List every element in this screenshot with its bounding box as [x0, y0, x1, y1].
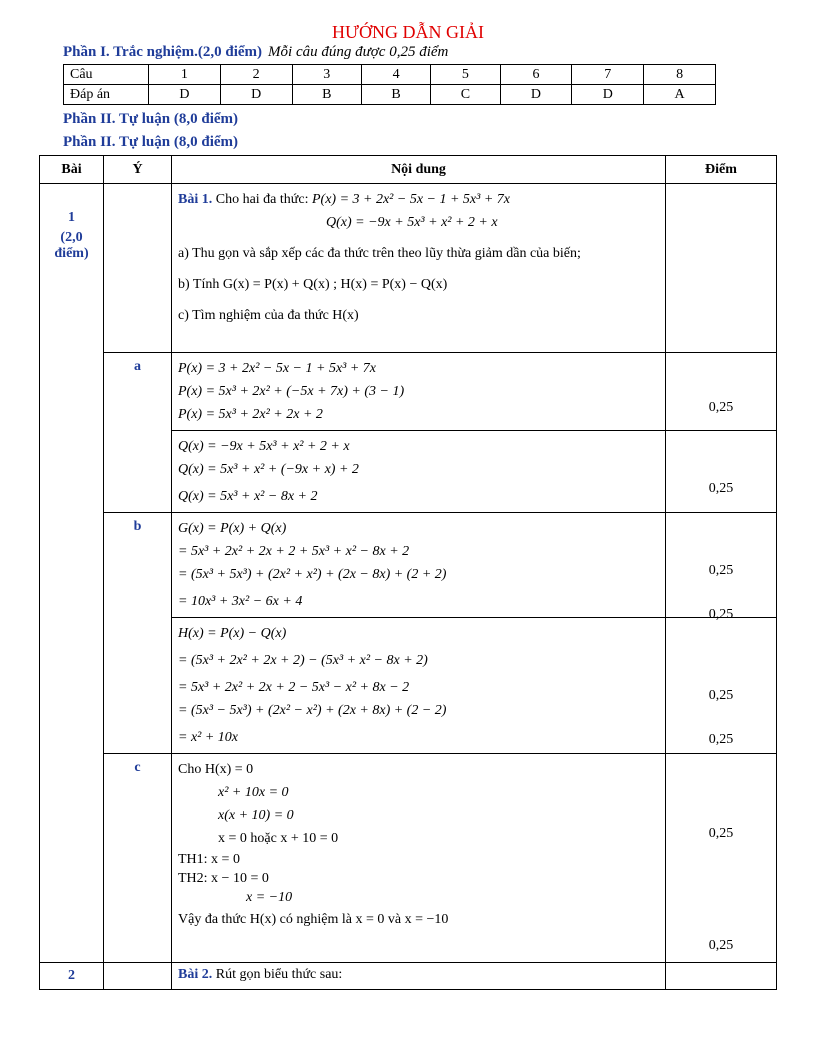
math-line: TH2: x − 10 = 0: [178, 871, 269, 886]
polynomial-p: P(x) = 3 + 2x² − 5x − 1 + 5x³ + 7x: [311, 192, 511, 207]
math-line: Q(x) = 5x³ + x² − 8x + 2: [178, 489, 318, 504]
bai1-points: (2,0: [60, 230, 83, 245]
math-line: P(x) = 3 + 2x² − 5x − 1 + 5x³ + 7x: [178, 361, 377, 376]
header-row: [40, 156, 777, 184]
question-number: 1: [149, 65, 221, 85]
math-line: = 5x³ + 2x² + 2x + 2 − 5x³ − x² + 8x − 2: [178, 680, 410, 695]
bai2-number: 2: [40, 963, 104, 990]
answer-row: [64, 85, 716, 105]
math-line: x = −10: [246, 890, 293, 905]
question-number: 7: [572, 65, 644, 85]
bai1-intro-score: [666, 184, 777, 353]
header-diem: Điểm: [666, 156, 777, 184]
question-number: 3: [292, 65, 361, 85]
math-line: = (5x³ + 2x² + 2x + 2) − (5x³ + x² − 8x + 2): [178, 653, 428, 668]
answer-value: A: [644, 85, 716, 105]
answer-value: C: [431, 85, 500, 105]
part1-heading: [63, 44, 448, 61]
math-line: = 10x³ + 3x² − 6x + 4: [178, 594, 303, 609]
part-b-g-content: [172, 513, 666, 618]
math-line: Q(x) = 5x³ + x² + (−9x + x) + 2: [178, 462, 359, 477]
conclusion-line: Vậy đa thức H(x) có nghiệm là x = 0 và x = −10: [178, 912, 449, 927]
answer-value: B: [361, 85, 430, 105]
answer-value: D: [220, 85, 292, 105]
polynomial-q: Q(x) = −9x + 5x³ + x² + 2 + x: [326, 215, 498, 230]
part-b-g-score-cell: [666, 513, 777, 622]
question-row-label: Câu: [64, 65, 149, 85]
part-a-p-content: [172, 353, 666, 431]
answer-row-label: Đáp án: [64, 85, 149, 105]
question-number: 6: [500, 65, 572, 85]
math-line: Q(x) = −9x + 5x³ + x² + 2 + x: [178, 439, 350, 454]
part-b-h-score-cell: [666, 618, 777, 754]
bai2-text: Rút gọn biểu thức sau:: [215, 967, 343, 982]
math-line: x = 0 hoặc x + 10 = 0: [218, 831, 339, 846]
bai1-label: Bài 1.: [178, 192, 213, 207]
bai1-number: 1: [68, 210, 75, 225]
part-b-h-content: [172, 618, 666, 754]
question-a: a) Thu gọn và sắp xếp các đa thức trên theo lũy thừa giảm dần của biến;: [178, 246, 581, 261]
part2-heading: Phần II. Tự luận (8,0 điểm): [63, 111, 239, 127]
bai2-row: [40, 963, 777, 990]
question-number: 8: [644, 65, 716, 85]
bai2-label: Bài 2.: [178, 967, 213, 982]
math-line: G(x) = P(x) + Q(x): [178, 521, 287, 536]
part-a-q-content: [172, 431, 666, 513]
bai2-content: [172, 963, 666, 990]
question-b: b) Tính G(x) = P(x) + Q(x) ; H(x) = P(x) − Q(x): [178, 277, 448, 292]
answer-value: D: [500, 85, 572, 105]
header-bai: Bài: [40, 156, 104, 184]
part-c-score-cell: [666, 754, 777, 963]
page-title: HƯỚNG DẪN GIẢI: [332, 22, 484, 42]
part-b-g-row: [40, 513, 777, 618]
score-value: 0,25: [708, 481, 734, 496]
score-value: 0,25: [708, 826, 734, 841]
answer-value: B: [292, 85, 361, 105]
question-number: 4: [361, 65, 430, 85]
part1-title: Phần I. Trắc nghiệm.(2,0 điểm): [63, 44, 263, 60]
bai2-score: [666, 963, 777, 990]
score-value: 0,25: [708, 563, 734, 578]
part-a-label: a: [104, 353, 172, 513]
header-noi-dung: Nội dung: [172, 156, 666, 184]
solution-table: [39, 155, 777, 990]
bai1-cell: [40, 184, 104, 963]
question-number: 2: [220, 65, 292, 85]
bai1-intro-y: [104, 184, 172, 353]
math-line: H(x) = P(x) − Q(x): [178, 626, 287, 641]
header-y: Ý: [104, 156, 172, 184]
part-a-p-row: [40, 353, 777, 431]
math-line: x² + 10x = 0: [218, 785, 289, 800]
math-line: = (5x³ − 5x³) + (2x² − x²) + (2x + 8x) + (2 − 2): [178, 703, 447, 718]
math-line: Cho H(x) = 0: [178, 762, 254, 777]
bai1-points-unit: điểm): [54, 246, 89, 261]
math-line: = 5x³ + 2x² + 2x + 2 + 5x³ + x² − 8x + 2: [178, 544, 410, 559]
question-row: [64, 65, 716, 85]
math-line: P(x) = 5x³ + 2x² + 2x + 2: [178, 407, 323, 422]
answer-value: D: [572, 85, 644, 105]
score-value: 0,25: [708, 732, 734, 747]
answer-value: D: [149, 85, 221, 105]
part1-note: Mỗi câu đúng được 0,25 điểm: [268, 44, 449, 60]
answer-table: [63, 64, 716, 105]
part-c-label: c: [104, 754, 172, 963]
score-value: 0,25: [708, 688, 734, 703]
bai1-question: [172, 184, 666, 353]
score-value: 0,25: [708, 400, 734, 415]
question-c: c) Tìm nghiệm của đa thức H(x): [178, 308, 359, 323]
math-line: TH1: x = 0: [178, 852, 240, 867]
question-number: 5: [431, 65, 500, 85]
math-line: P(x) = 5x³ + 2x² + (−5x + 7x) + (3 − 1): [178, 384, 405, 399]
score-value: 0,25: [708, 938, 734, 953]
bai1-intro-text: Cho hai đa thức:: [215, 192, 309, 207]
math-line: x(x + 10) = 0: [218, 808, 294, 823]
math-line: = (5x³ + 5x³) + (2x² + x²) + (2x − 8x) + (2 + 2): [178, 567, 447, 582]
part-a-q-score-cell: [666, 431, 777, 513]
bai1-intro-row: [40, 184, 777, 353]
part-b-label: b: [104, 513, 172, 754]
part-a-p-score-cell: [666, 353, 777, 431]
part2-heading-repeat: Phần II. Tự luận (8,0 điểm): [63, 134, 239, 150]
part-c-row: [40, 754, 777, 963]
math-line: = x² + 10x: [178, 730, 239, 745]
score-value: 0,25: [708, 607, 734, 622]
bai2-y: [104, 963, 172, 990]
part-c-content: [172, 754, 666, 963]
